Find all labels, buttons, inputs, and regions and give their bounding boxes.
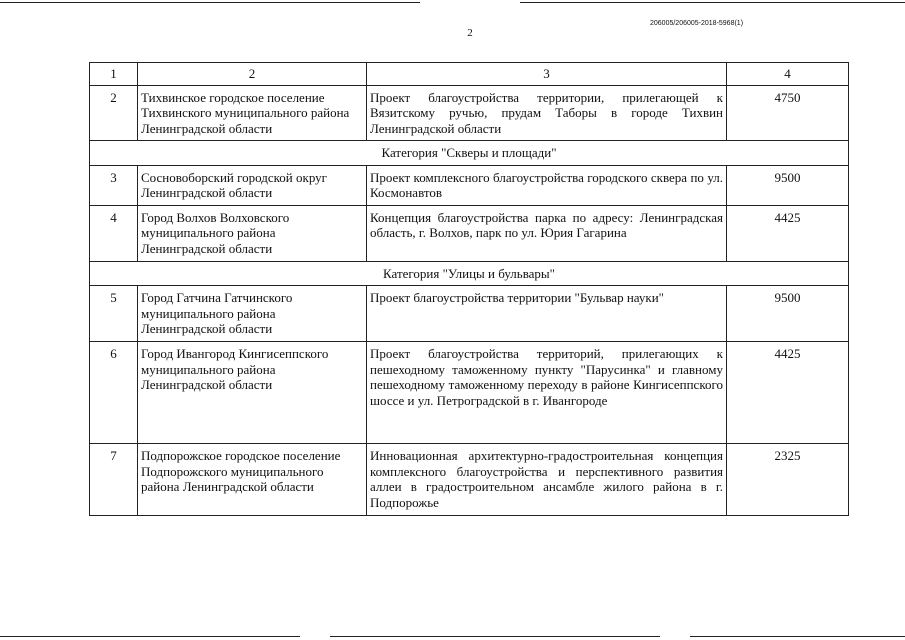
category-row xyxy=(90,141,849,166)
municipality-cell: Подпорожское городское поселение Подпорожского муниципального района Ленинградской области xyxy=(138,444,367,516)
row-number: 4 xyxy=(90,205,138,261)
project-cell: Проект благоустройства территорий, прилегающих к пешеходному таможенному пункту "Парусинка" и главному пешеходному таможенному переходу в районе Кингисеппского шоссе и ул. Петроградской в г. Ивангороде xyxy=(367,342,727,444)
table-row xyxy=(90,205,849,261)
bottom-scan-line-right xyxy=(690,636,905,637)
column-header: 4 xyxy=(727,63,849,86)
row-number: 3 xyxy=(90,165,138,205)
municipality-cell: Сосновоборский городской округ Ленинградской области xyxy=(138,165,367,205)
bottom-scan-line-left xyxy=(0,636,300,637)
row-number: 5 xyxy=(90,286,138,342)
table-row xyxy=(90,165,849,205)
amount-cell: 9500 xyxy=(727,165,849,205)
amount-cell: 4425 xyxy=(727,205,849,261)
category-row xyxy=(90,261,849,286)
results-table xyxy=(89,62,849,516)
bottom-scan-line-mid xyxy=(330,636,660,637)
table-row xyxy=(90,85,849,141)
column-header: 3 xyxy=(367,63,727,86)
category-title: Категория "Скверы и площади" xyxy=(90,141,849,166)
amount-cell: 4750 xyxy=(727,85,849,141)
amount-cell: 4425 xyxy=(727,342,849,444)
row-number: 6 xyxy=(90,342,138,444)
page-number: 2 xyxy=(467,27,473,39)
project-cell: Проект благоустройства территории, прилегающей к Вязитскому ручью, прудам Таборы в городе Тихвин Ленинградской области xyxy=(367,85,727,141)
project-cell: Инновационная архитектурно-градостроительная концепция комплексного благоустройства и перспективного развития аллеи в градостроительном ансамбле жилого района в г. Подпорожье xyxy=(367,444,727,516)
column-header: 2 xyxy=(138,63,367,86)
municipality-cell: Город Ивангород Кингисеппского муниципального района Ленинградской области xyxy=(138,342,367,444)
document-code: 206005/206005-2018-5968(1) xyxy=(650,20,744,27)
project-cell: Проект благоустройства территории "Бульвар науки" xyxy=(367,286,727,342)
municipality-cell: Город Волхов Волховского муниципального района Ленинградской области xyxy=(138,205,367,261)
project-cell: Концепция благоустройства парка по адресу: Ленинградская область, г. Волхов, парк по ул. Юрия Гагарина xyxy=(367,205,727,261)
column-header: 1 xyxy=(90,63,138,86)
top-scan-line-right xyxy=(520,2,905,3)
table-row xyxy=(90,286,849,342)
table-row xyxy=(90,444,849,516)
municipality-cell: Город Гатчина Гатчинского муниципального района Ленинградской области xyxy=(138,286,367,342)
project-cell: Проект комплексного благоустройства городского сквера по ул. Космонавтов xyxy=(367,165,727,205)
amount-cell: 2325 xyxy=(727,444,849,516)
amount-cell: 9500 xyxy=(727,286,849,342)
table-row xyxy=(90,342,849,444)
municipality-cell: Тихвинское городское поселение Тихвинского муниципального района Ленинградской области xyxy=(138,85,367,141)
row-number: 2 xyxy=(90,85,138,141)
row-number: 7 xyxy=(90,444,138,516)
column-number-row xyxy=(90,63,849,86)
top-scan-line-left xyxy=(0,2,420,3)
category-title: Категория "Улицы и бульвары" xyxy=(90,261,849,286)
